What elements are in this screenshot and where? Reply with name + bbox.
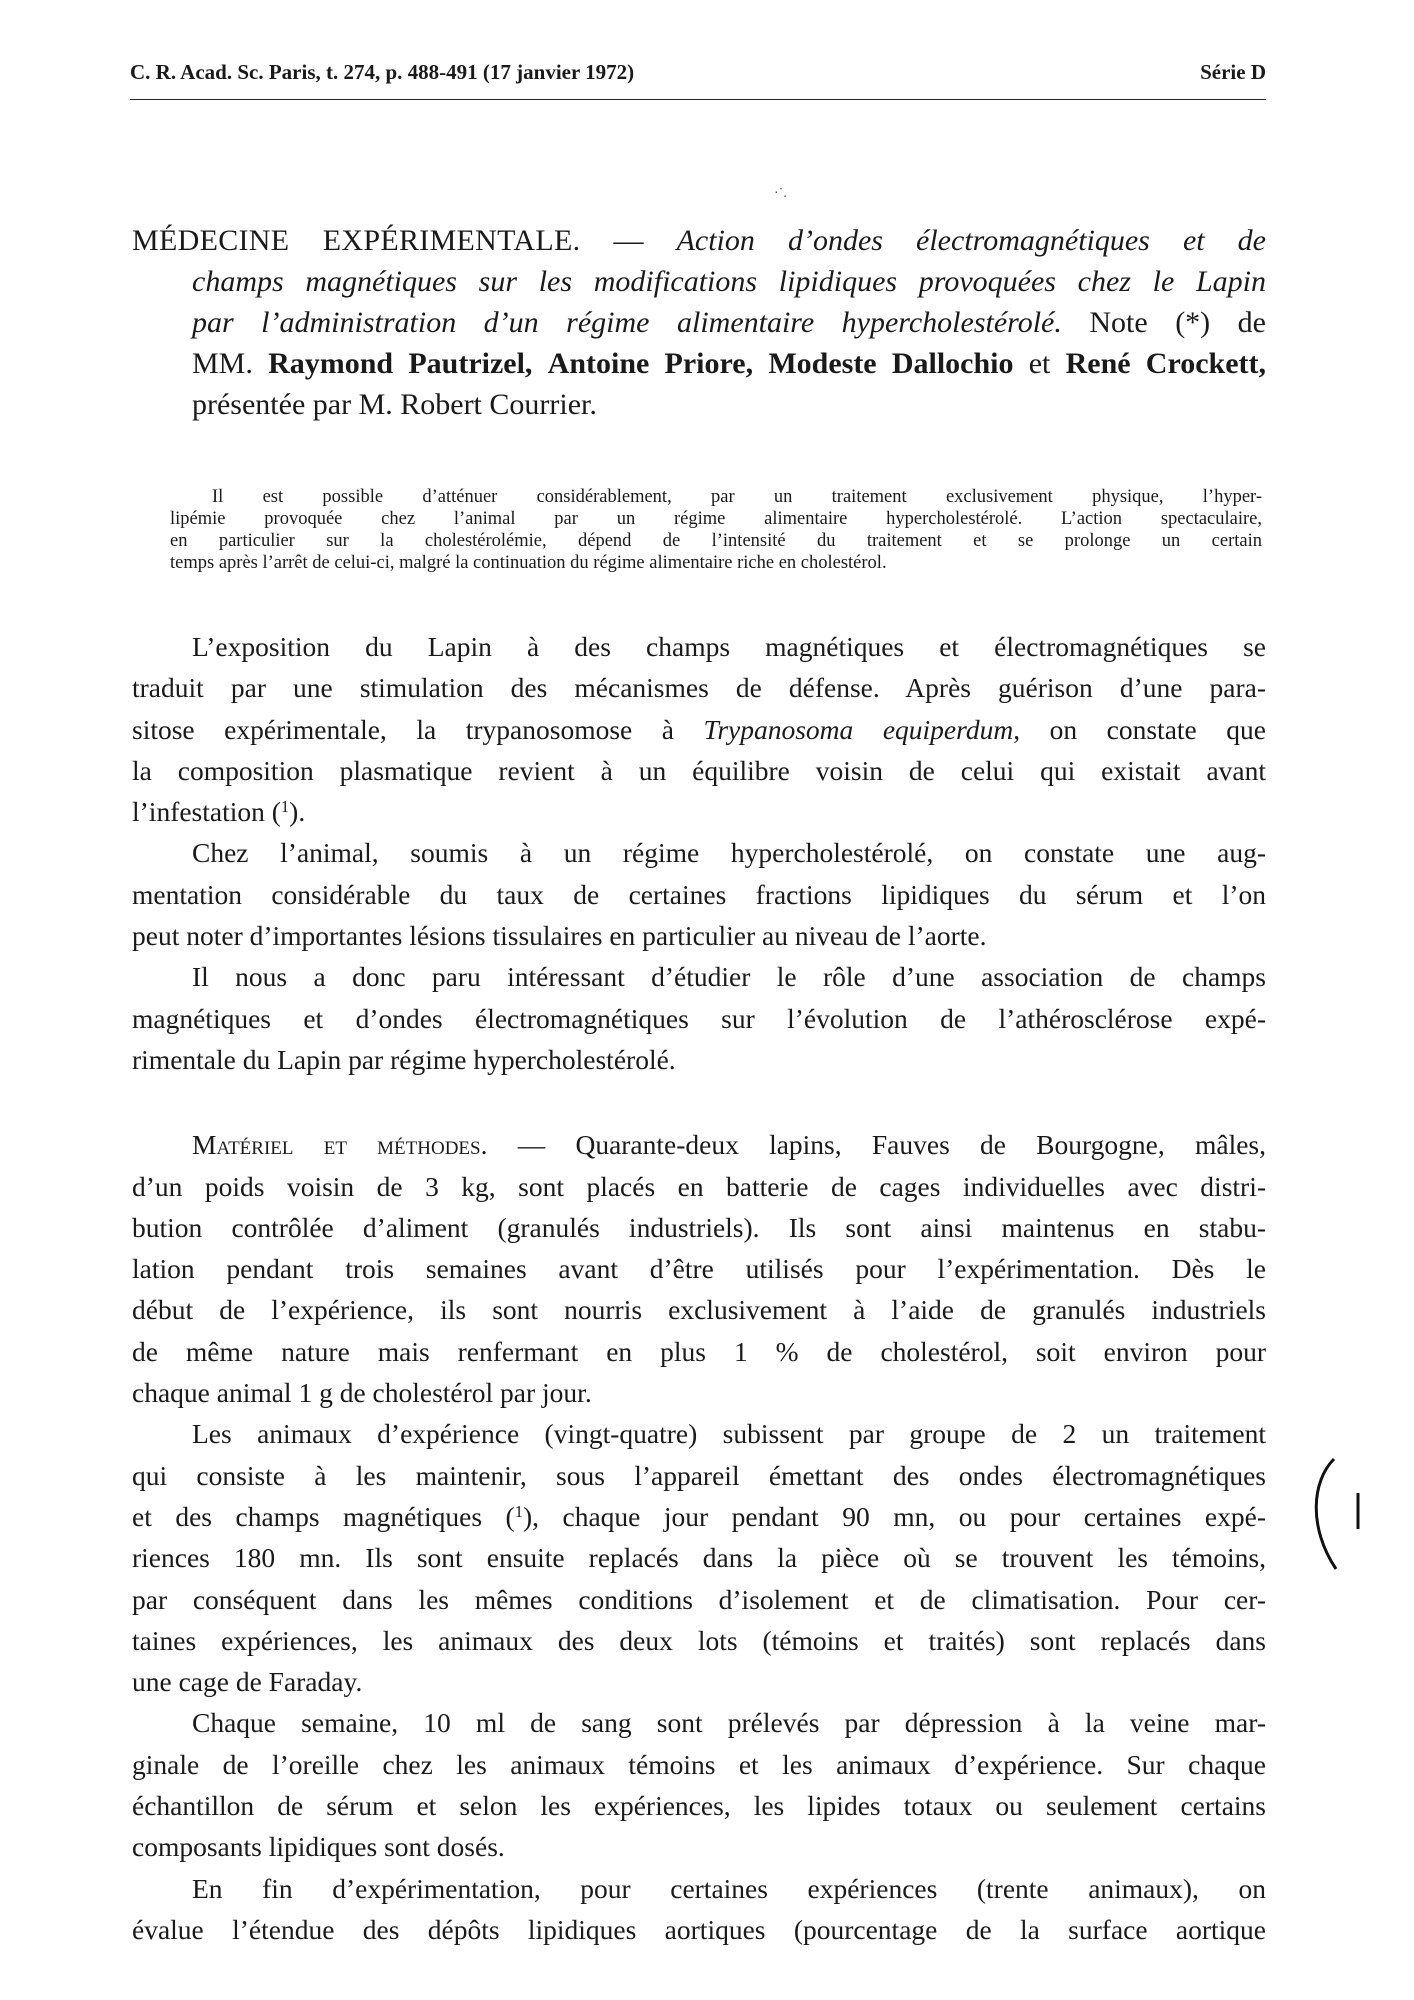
body-line: sitose expérimentale, la trypanosomose à Trypanosoma equiperdum, on constate que — [132, 713, 1266, 745]
abstract-line: Il est possible d’atténuer considérablement, par un traitement exclusivement physique, l’hyper- — [212, 487, 1262, 507]
body-line: Matériel et méthodes. — Quarante-deux lapins, Fauves de Bourgogne, mâles, — [192, 1129, 1267, 1161]
header-rule — [130, 99, 1266, 100]
body-line: qui consiste à les maintenir, sous l’appareil émettant des ondes électromagnétiques — [132, 1459, 1266, 1491]
body-line: Chez l’animal, soumis à un régime hypercholestérolé, on constate une aug- — [192, 837, 1266, 869]
abstract-line: temps après l’arrêt de celui-ci, malgré la continuation du régime alimentaire riche en cholestérol. — [170, 553, 887, 573]
body-line: magnétiques et d’ondes électromagnétiques sur l’évolution de l’athérosclérose expé- — [132, 1002, 1266, 1034]
body-line: la composition plasmatique revient à un équilibre voisin de celui qui existait avant — [132, 754, 1266, 786]
footnote-ref: 1 — [280, 797, 290, 817]
handwritten-margin-mark — [1306, 1455, 1366, 1573]
body-line: échantillon de sérum et selon les expériences, les lipides totaux ou seulement certains — [132, 1790, 1266, 1822]
paragraph — [132, 1124, 1266, 1413]
margin-bracket — [1316, 1459, 1336, 1569]
body-line: mentation considérable du taux de certaines fractions lipidiques du sérum et l’on — [132, 878, 1266, 910]
paragraph — [132, 956, 1266, 1080]
body-line: ginale de l’oreille chez les animaux témoins et les animaux d’expérience. Sur chaque — [132, 1748, 1266, 1780]
paragraph — [132, 1702, 1266, 1867]
species-name: Trypanosoma equiperdum — [703, 713, 1014, 745]
body-line: l’infestation ($^1$). — [132, 796, 306, 828]
author-name: René Crockett, — [1065, 347, 1267, 380]
body-line: composants lipidiques sont dosés. — [132, 1831, 505, 1863]
title-line-1: MÉDECINE EXPÉRIMENTALE. — Action d’ondes électromagnétiques et de — [132, 224, 1266, 257]
body-line: début de l’expérience, ils sont nourris exclusivement à l’aide de granulés industriels — [132, 1294, 1266, 1326]
body-line: taines expériences, les animaux des deux lots (témoins et traités) sont replacés dans — [132, 1624, 1266, 1656]
subsection-heading: Matériel et méthodes. — [192, 1129, 488, 1161]
section-gap — [132, 1080, 1266, 1124]
author-line: MM. Raymond Pautrizel, Antoine Priore, Modeste Dallochio et René Crockett, — [192, 347, 1267, 380]
note-marker: Note (*) de — [1089, 306, 1266, 339]
body-line: une cage de Faraday. — [132, 1666, 363, 1698]
paragraph — [132, 626, 1266, 832]
body-line: évalue l’étendue des dépôts lipidiques aortiques (pourcentage de la surface aortique — [132, 1913, 1266, 1945]
body-line: par conséquent dans les mêmes conditions d’isolement et de climatisation. Pour cer- — [132, 1583, 1266, 1615]
body-line: de même nature mais renfermant en plus 1 % de cholestérol, soit environ pour — [132, 1335, 1266, 1367]
footnote-ref: 1 — [514, 1501, 523, 1521]
paragraph — [132, 1868, 1266, 1951]
author-name: Antoine Priore, — [547, 347, 754, 380]
title-line-3: par l’administration d’un régime alimentaire hypercholestérolé. Note (*) de — [192, 306, 1266, 339]
body-line: d’un poids voisin de 3 kg, sont placés en batterie de cages individuelles avec distri- — [132, 1170, 1266, 1202]
body-line: rimentale du Lapin par régime hypercholestérolé. — [132, 1043, 676, 1075]
body-line: En fin d’expérimentation, pour certaines expériences (trente animaux), on — [192, 1872, 1266, 1904]
abstract-line: en particulier sur la cholestérolémie, dépend de l’intensité du traitement et se prolonge un certain — [170, 531, 1262, 551]
article-body — [132, 626, 1266, 1950]
body-line: riences 180 mn. Ils sont ensuite replacés dans la pièce où se trouvent les témoins, — [132, 1542, 1266, 1574]
series-label: Série D — [1200, 60, 1266, 84]
journal-citation: C. R. Acad. Sc. Paris, t. 274, p. 488-491 (17 janvier 1972) — [130, 60, 635, 84]
body-line: traduit par une stimulation des mécanismes de défense. Après guérison d’une para- — [132, 672, 1266, 704]
paragraph — [132, 1413, 1266, 1702]
body-line: peut noter d’importantes lésions tissulaires en particulier au niveau de l’aorte. — [132, 920, 987, 952]
running-header — [130, 60, 1266, 90]
author-name: Raymond Pautrizel, — [268, 347, 533, 380]
body-line: et des champs magnétiques ($^1$), chaque jour pendant 90 mn, ou pour certaines expé- — [132, 1500, 1266, 1532]
body-line: bution contrôlée d’aliment (granulés industriels). Ils sont ainsi maintenus en stabu- — [132, 1211, 1266, 1243]
presenter-line: présentée par M. Robert Courrier. — [192, 388, 597, 421]
body-line: Chaque semaine, 10 ml de sang sont prélevés par dépression à la veine mar- — [192, 1707, 1266, 1739]
title-line-2: champs magnétiques sur les modifications lipidiques provoquées chez le Lapin — [192, 265, 1266, 298]
scan-speck: ·˙. — [774, 186, 787, 201]
abstract-line: lipémie provoquée chez l’animal par un régime alimentaire hypercholestérolé. L’action spectaculaire, — [170, 509, 1262, 529]
title-text: Action d’ondes électromagnétiques et de — [676, 224, 1266, 257]
body-line: chaque animal 1 g de cholestérol par jour. — [132, 1377, 592, 1409]
paragraph — [132, 832, 1266, 956]
author-name: Modeste Dallochio — [768, 347, 1014, 380]
body-line: Il nous a donc paru intéressant d’étudier le rôle d’une association de champs — [192, 961, 1266, 993]
body-line: lation pendant trois semaines avant d’être utilisés pour l’expérimentation. Dès le — [132, 1253, 1266, 1285]
article-title-block — [132, 220, 1266, 425]
section-heading: MÉDECINE EXPÉRIMENTALE. — [132, 224, 581, 257]
body-line: L’exposition du Lapin à des champs magnétiques et électromagnétiques se — [192, 631, 1266, 662]
body-line: Les animaux d’expérience (vingt-quatre) subissent par groupe de 2 un traitement — [192, 1418, 1266, 1450]
abstract — [170, 486, 1262, 574]
